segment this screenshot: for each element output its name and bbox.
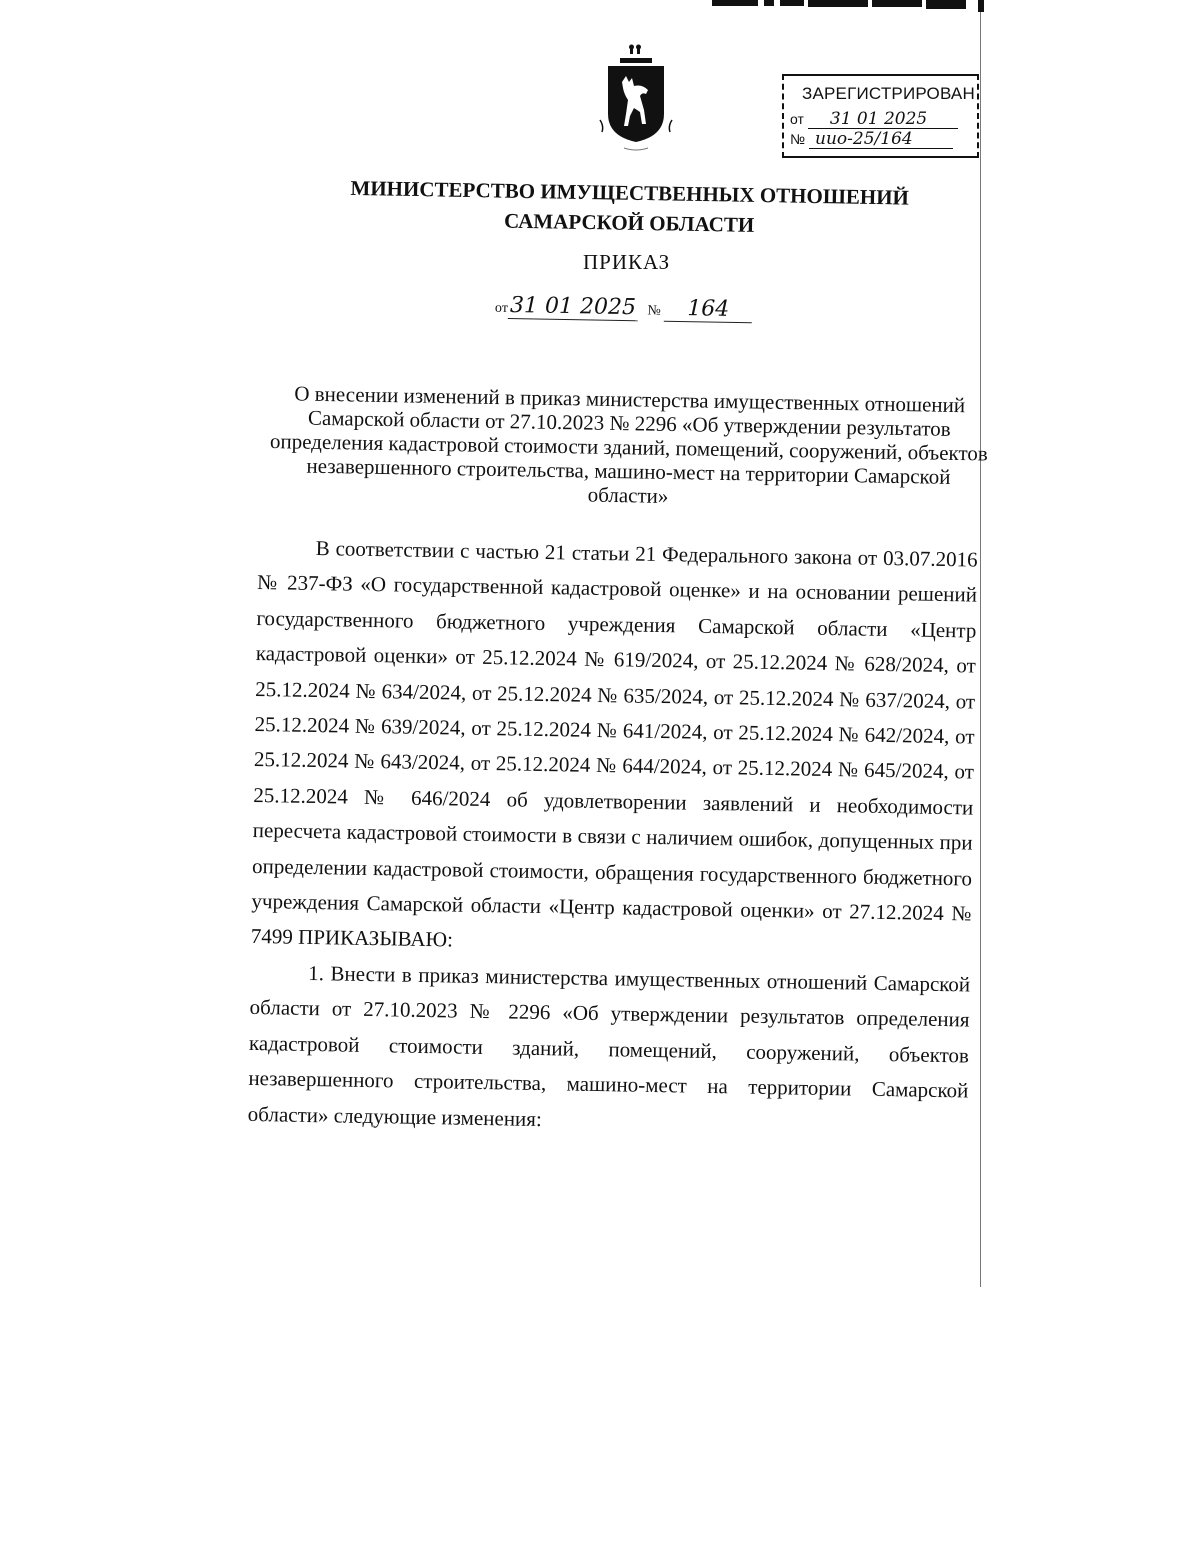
scan-right-edge-line — [980, 12, 981, 1287]
stamp-number-value: иио-25/164 — [809, 130, 953, 149]
body-paragraph: В соответствии с частью 21 статьи 21 Федерального закона от 03.07.2016 № 237-ФЗ «О государственной кадастровой оценке» и на основании решений государственного бюджетного учреждения Самарской области «Центр кадастровой оценки» от 25.12.2024 № 619/2024, от 25.12.2024 № 628/2024, от 25.12.2024 № 634/2024, от 25.12.2024 № 635/2024, от 25.12.2024 № 637/2024, от 25.12.2024 № 639/2024, от 25.12.2024 № 641/2024, от 25.12.2024 № 642/2024, от 25.12.2024 № 643/2024, от 25.12.2024 № 644/2024, от 25.12.2024 № 645/2024, от 25.12.2024 № 646/2024 об удовлетворении заявлений и необходимости пересчета кадастровой стоимости в связи с наличием ошибок, допущенных при определении кадастровой стоимости, обращения государственного бюджетного учреждения Самарской области «Центр кадастровой оценки» от 27.12.2024 № 7499 ПРИКАЗЫВАЮ: — [250, 536, 978, 952]
order-number-label: № — [647, 303, 661, 319]
stamp-number-row — [790, 130, 953, 149]
document-body — [247, 530, 977, 1144]
stamp-date-label: от — [790, 111, 804, 127]
ministry-name-line1: МИНИСТЕРСТВО ИМУЩЕСТВЕННЫХ ОТНОШЕНИЙ — [350, 175, 910, 210]
order-number-value: 164 — [664, 297, 752, 324]
stamp-date-row — [790, 110, 958, 129]
stamp-title: ЗАРЕГИСТРИРОВАН — [802, 84, 975, 103]
ministry-name-line2: САМАРСКОЙ ОБЛАСТИ — [503, 208, 755, 237]
order-date-value: 31 01 2025 — [508, 294, 638, 321]
document-type: ПРИКАЗ — [583, 250, 671, 274]
samara-coat-of-arms-emblem — [596, 44, 676, 154]
registration-stamp — [782, 74, 979, 158]
order-date-label: от — [494, 300, 509, 316]
ministry-name — [299, 172, 960, 244]
order-date-number — [495, 294, 753, 323]
document-title: О внесении изменений в приказ министерства имущественных отношений Самарской области от 27.10.2023 № 2296 «Об утверждении результатов определения кадастровой стоимости зданий, помещений, сооружений, объектов незавершенного строительства, машино-мест на территории Самарской области» — [269, 381, 988, 508]
scan-top-marks — [712, 0, 992, 12]
body-paragraph: 1. Внести в приказ министерства имущественных отношений Самарской области от 27.10.2023 № 2296 «Об утверждении результатов определения кадастровой стоимости зданий, помещений, сооружений, объектов незавершенного строительства, машино-мест на территории Самарской области» следующие изменения: — [247, 960, 971, 1131]
stamp-number-label: № — [790, 131, 806, 147]
stamp-date-value: 31 01 2025 — [808, 110, 958, 129]
